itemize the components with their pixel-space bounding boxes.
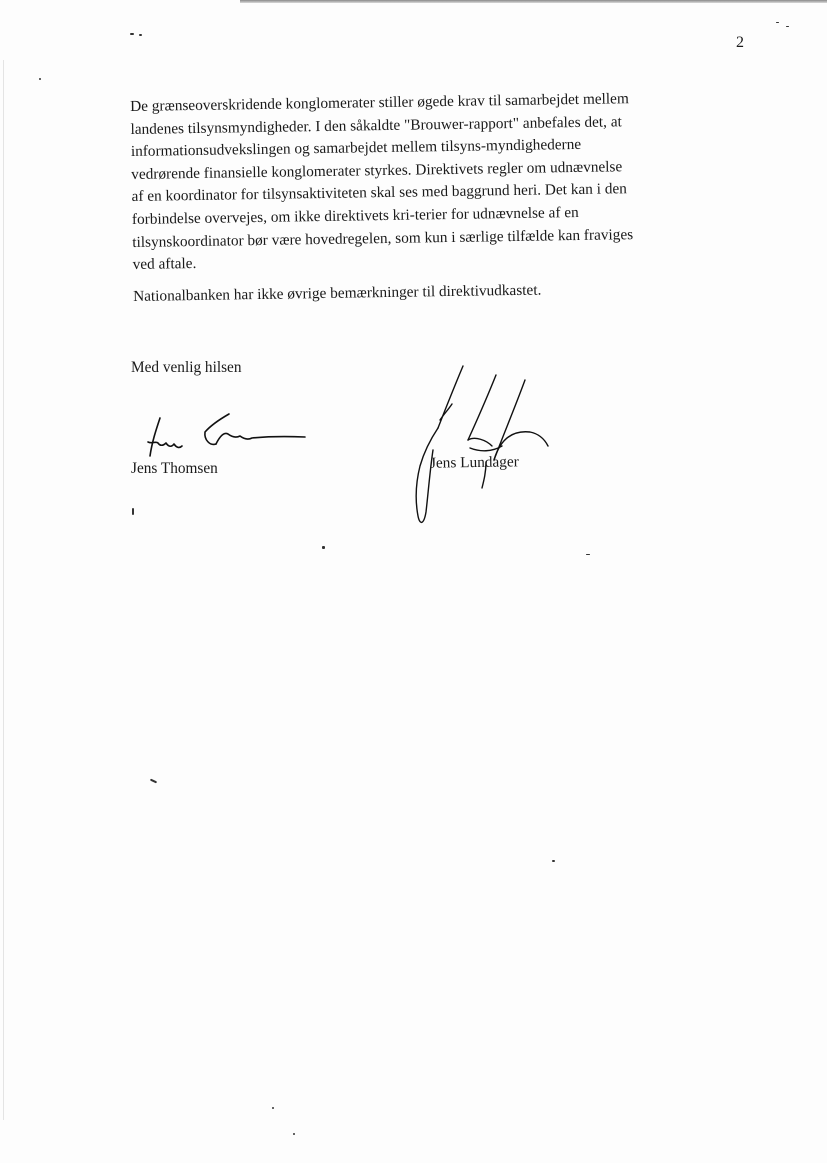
letter-body [130, 88, 638, 308]
scan-speck [776, 22, 779, 23]
scan-speck [139, 34, 142, 36]
closing-greeting: Med venlig hilsen [131, 359, 242, 376]
page-number: 2 [736, 34, 744, 51]
scan-speck [552, 860, 555, 862]
scan-speck [322, 546, 325, 549]
scan-edge-top [240, 0, 827, 3]
scan-speck [150, 779, 157, 784]
paragraph-no-further-remarks: Nationalbanken har ikke øvrige bemærkninger til direktivudkastet. [133, 281, 542, 305]
scan-edge-left [3, 60, 4, 1120]
signature-jens-lundager [416, 366, 548, 522]
scan-speck [272, 1107, 274, 1109]
scan-speck [39, 78, 41, 80]
paragraph-conglomerates: De grænseoverskridende konglomerater stiller øgede krav til samarbejdet mellem landenes tilsynsmyndigheder. I den såkaldte "Brouwer-rapport" anbefales det, at informationsudvekslingen og samarbejdet mellem tilsyns-myndighederne vedrørende finansielle konglomerater styrkes. Direktivets regler om udnævnelse af en koordinator for tilsynsaktiviteten skal ses med baggrund heri. Det kan i den forbindelse overvejes, om ikke direktivets kri-terier for udnævnelse af en tilsynskoordinator bør være hovedregelen, som kun i særlige tilfælde kan fraviges ved aftale. [130, 90, 634, 274]
signatory-name-jens-lundager: Jens Lundager [429, 453, 519, 472]
scan-speck [130, 33, 134, 35]
scan-speck [786, 26, 789, 27]
scan-speck [132, 508, 134, 515]
scan-speck [586, 554, 590, 555]
signatory-name-jens-thomsen: Jens Thomsen [131, 460, 218, 477]
signature-jens-thomsen [148, 414, 305, 456]
scan-speck [293, 1133, 295, 1135]
